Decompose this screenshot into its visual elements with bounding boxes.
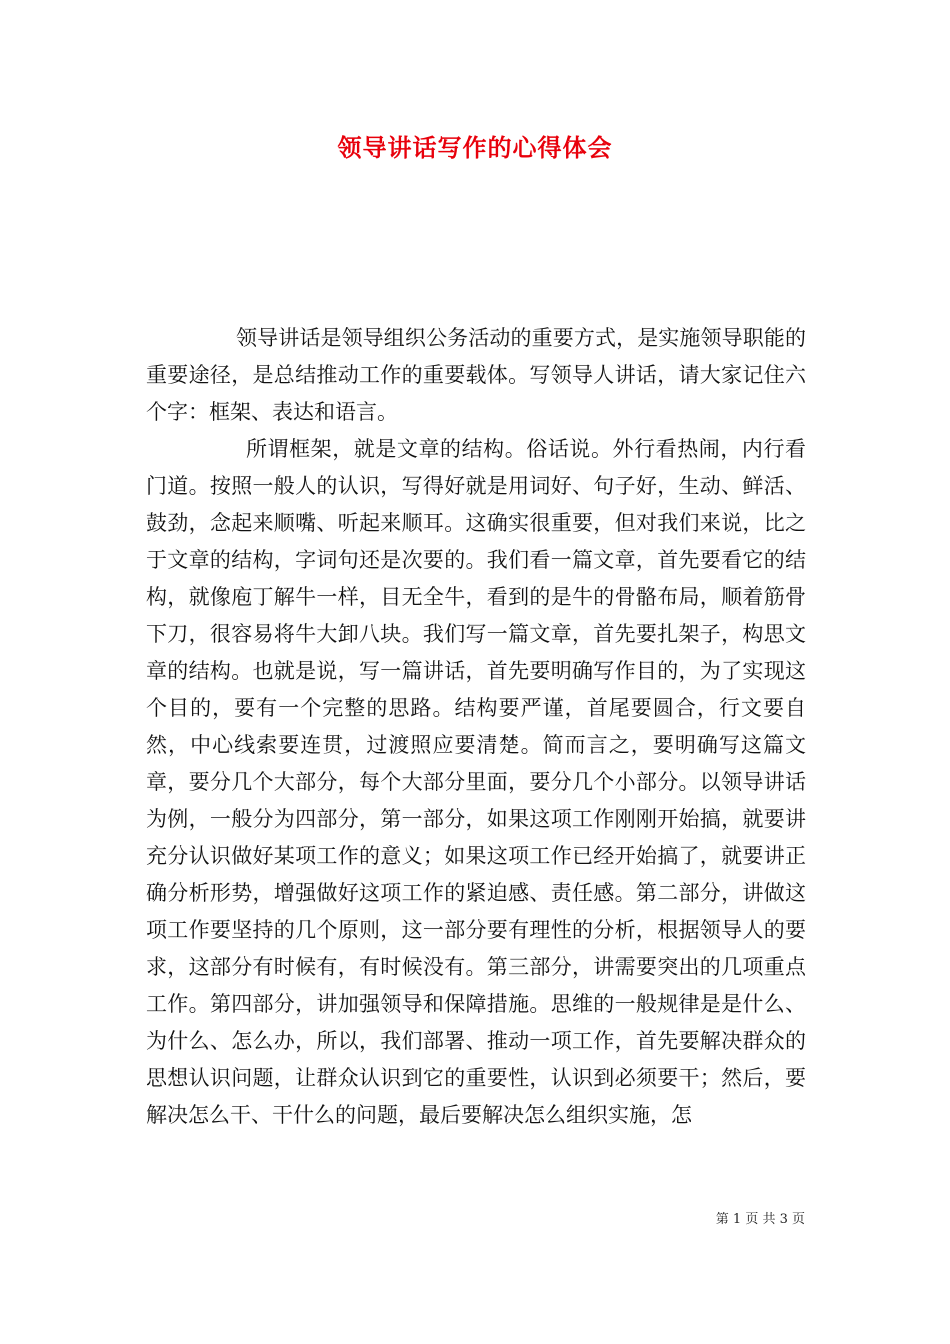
paragraph-2: 所谓框架，就是文章的结构。俗话说。外行看热闹，内行看门道。按照一般人的认识，写得好就是用词好、句子好，生动、鲜活、鼓劲，念起来顺嘴、听起来顺耳。这确实很重要，但对我们来说，比之于文章的结构，字词句还是次要的。我们看一篇文章，首先要看它的结构，就像庖丁解牛一样，目无全牛，看到的是牛的骨骼布局，顺着筋骨下刀，很容易将牛大卸八块。我们写一篇文章，首先要扎架子，构思文章的结构。也就是说，写一篇讲话，首先要明确写作目的，为了实现这个目的，要有一个完整的思路。结构要严谨，首尾要圆合，行文要自然，中心线索要连贯，过渡照应要清楚。简而言之，要明确写这篇文章，要分几个大部分，每个大部分里面，要分几个小部分。以领导讲话为例，一般分为四部分，第一部分，如果这项工作刚刚开始搞，就要讲充分认识做好某项工作的意义；如果这项工作已经开始搞了，就要讲正确分析形势，增强做好这项工作的紧迫感、责任感。第二部分，讲做这项工作要坚持的几个原则，这一部分要有理性的分析，根据领导人的要求，这部分有时候有，有时候没有。第三部分，讲需要突出的几项重点工作。第四部分，讲加强领导和保障措施。思维的一般规律是是什么、为什么、怎么办，所以，我们部署、推动一项工作，首先要解决群众的思想认识问题，让群众认识到它的重要性，认识到必须要干；然后，要解决怎么干、干什么的问题，最后要解决怎么组织实施，怎 — [146, 437, 806, 1127]
paragraph-1: 领导讲话是领导组织公务活动的重要方式，是实施领导职能的重要途径，是总结推动工作的重要载体。写领导人讲话，请大家记住六个字：框架、表达和语言。 — [146, 326, 806, 424]
document-title: 领导讲话写作的心得体会 — [337, 133, 613, 162]
document-body — [146, 320, 806, 1134]
page-number: 第 1 页 共 3 页 — [715, 1212, 805, 1227]
